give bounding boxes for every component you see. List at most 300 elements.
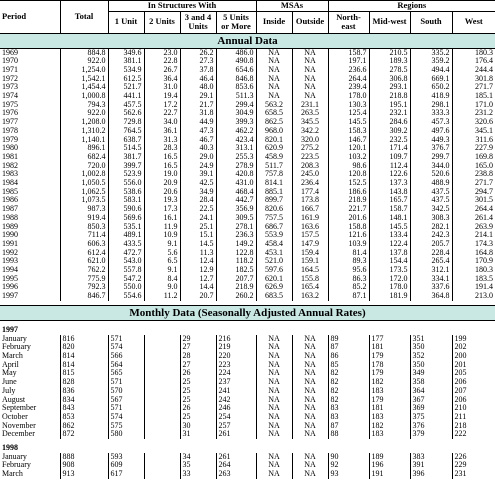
table-row xyxy=(0,153,495,162)
table-cell: NA xyxy=(292,57,328,66)
table-cell: 14.4 xyxy=(180,283,216,292)
table-cell: 11.9 xyxy=(144,223,180,232)
table-cell: NA xyxy=(256,57,292,66)
table-cell: 396 xyxy=(410,470,452,479)
table-cell: 284.6 xyxy=(369,118,410,127)
table-cell: 344.0 xyxy=(410,162,452,171)
table-row xyxy=(0,343,495,352)
table-cell: 1971 xyxy=(2,65,18,74)
table-cell: 381.1 xyxy=(108,57,144,66)
table-cell: 87.1 xyxy=(328,292,369,301)
table-cell: 165.7 xyxy=(369,196,410,205)
table-cell: 309.2 xyxy=(369,127,410,136)
empty-cell xyxy=(144,343,180,352)
table-cell: 468.4 xyxy=(216,188,256,197)
table-cell: 82 xyxy=(328,369,369,378)
table-row xyxy=(0,101,495,110)
table-cell: 231.2 xyxy=(452,109,495,118)
regions-header: Regions xyxy=(328,1,495,12)
table-row xyxy=(0,275,495,284)
table-cell: 207.7 xyxy=(216,275,256,284)
table-row xyxy=(0,162,495,171)
table-cell: 5.6 xyxy=(144,249,180,258)
table-cell: 264.4 xyxy=(328,75,369,84)
table-cell: 206 xyxy=(452,396,495,405)
table-row xyxy=(0,66,495,75)
table-cell: March xyxy=(2,470,23,479)
annual-section xyxy=(0,33,495,305)
table-cell: 320.0 xyxy=(292,136,328,145)
table-cell: 182.5 xyxy=(216,266,256,275)
table-cell: 205.7 xyxy=(410,240,452,249)
table-cell: 159.1 xyxy=(292,257,328,266)
table-cell: 612.4 xyxy=(60,249,108,258)
table-cell: 180.3 xyxy=(452,266,495,275)
table-cell: 263.5 xyxy=(292,109,328,118)
table-row xyxy=(0,283,495,292)
table-cell: 10.9 xyxy=(144,231,180,240)
table-cell: 399.3 xyxy=(216,118,256,127)
table-cell: 109.7 xyxy=(369,153,410,162)
table-cell: 89.3 xyxy=(328,257,369,266)
table-cell: 764.5 xyxy=(108,127,144,136)
table-cell: 46.7 xyxy=(180,136,216,145)
table-cell: NA xyxy=(292,66,328,75)
table-cell: 34.9 xyxy=(180,188,216,197)
table-cell: 922.0 xyxy=(60,57,108,66)
table-cell: 8.4 xyxy=(144,275,180,284)
table-cell: 87 xyxy=(328,343,369,352)
table-cell: 228.4 xyxy=(410,249,452,258)
table-cell: 236.6 xyxy=(328,66,369,75)
table-cell: 682.4 xyxy=(60,153,108,162)
table-cell: 165.4 xyxy=(292,283,328,292)
table-cell: 34 xyxy=(180,453,216,462)
table-cell: NA xyxy=(292,387,328,396)
table-cell: 98.6 xyxy=(328,162,369,171)
table-cell: NA xyxy=(292,422,328,431)
table-cell: 919.4 xyxy=(60,214,108,223)
table-cell: 182 xyxy=(369,378,410,387)
sub-header: North-east xyxy=(328,11,369,33)
table-cell: 238.8 xyxy=(452,170,495,179)
table-cell: 257 xyxy=(216,422,256,431)
table-cell: 189.3 xyxy=(369,57,410,66)
table-cell: 431.0 xyxy=(216,179,256,188)
table-cell: 367 xyxy=(410,396,452,405)
table-cell: 232.1 xyxy=(369,109,410,118)
table-cell: 349.6 xyxy=(108,48,144,57)
sub-header: Outside xyxy=(292,11,328,33)
table-cell: 1,050.5 xyxy=(60,179,108,188)
table-cell: 583.1 xyxy=(108,196,144,205)
table-cell: NA xyxy=(292,430,328,439)
empty-cell xyxy=(144,430,180,439)
table-cell: 617 xyxy=(108,470,144,479)
table-cell: 9.1 xyxy=(144,240,180,249)
table-cell: 171.0 xyxy=(452,101,495,110)
table-cell: 575 xyxy=(108,422,144,431)
table-cell: 17.2 xyxy=(144,101,180,110)
table-cell: 862 xyxy=(60,422,108,431)
table-cell: NA xyxy=(292,352,328,361)
table-cell: 36.1 xyxy=(144,127,180,136)
table-row xyxy=(0,179,495,188)
table-cell: 757.8 xyxy=(256,170,292,179)
table-cell: 36.4 xyxy=(144,75,180,84)
table-cell: 241 xyxy=(216,387,256,396)
table-cell: November xyxy=(2,421,36,430)
table-cell: 197.1 xyxy=(328,57,369,66)
period-header: Period xyxy=(0,1,60,34)
table-cell: 26.7 xyxy=(144,66,180,75)
table-cell: 17.3 xyxy=(144,205,180,214)
table-cell: 350 xyxy=(410,343,452,352)
table-cell: 83 xyxy=(328,404,369,413)
table-cell: 16.1 xyxy=(144,214,180,223)
table-cell: 489.1 xyxy=(108,231,144,240)
table-cell: 189 xyxy=(369,453,410,462)
table-cell: 1973 xyxy=(2,83,18,92)
table-cell: 1977 xyxy=(2,118,18,127)
table-cell: 11.2 xyxy=(144,292,180,301)
table-cell: NA xyxy=(292,378,328,387)
table-cell: 562.6 xyxy=(108,109,144,118)
table-row xyxy=(0,223,495,232)
table-cell: 543.0 xyxy=(108,257,144,266)
table-cell: 19.4 xyxy=(144,92,180,101)
table-cell: 181 xyxy=(369,404,410,413)
table-cell: 1981 xyxy=(2,152,18,161)
table-cell: 565 xyxy=(108,369,144,378)
table-cell: 593 xyxy=(108,453,144,462)
table-cell: 511.3 xyxy=(216,92,256,101)
table-cell: 556.0 xyxy=(108,179,144,188)
table-cell: 293.1 xyxy=(369,83,410,92)
table-cell: 171.4 xyxy=(369,144,410,153)
table-cell: NA xyxy=(256,413,292,422)
table-cell: 85 xyxy=(328,361,369,370)
empty-cell xyxy=(144,335,180,344)
table-cell: 254 xyxy=(216,413,256,422)
table-cell: 1978 xyxy=(2,126,18,135)
table-cell: 834 xyxy=(60,396,108,405)
table-cell: 399.7 xyxy=(108,162,144,171)
table-cell: 442.7 xyxy=(216,196,256,205)
table-cell: 158.8 xyxy=(328,223,369,232)
table-cell: 282.1 xyxy=(410,223,452,232)
table-cell: 597.6 xyxy=(256,266,292,275)
table-row xyxy=(0,396,495,405)
table-cell: 814 xyxy=(60,361,108,370)
table-cell: 28 xyxy=(180,352,216,361)
table-cell: 237 xyxy=(216,378,256,387)
table-cell: NA xyxy=(292,369,328,378)
table-cell: 308.3 xyxy=(410,214,452,223)
table-cell: 794.3 xyxy=(60,101,108,110)
table-cell: 213.0 xyxy=(452,292,495,301)
table-cell: 683.5 xyxy=(256,292,292,301)
table-cell: 120.1 xyxy=(328,144,369,153)
table-row xyxy=(0,92,495,101)
table-cell: 205 xyxy=(452,369,495,378)
table-cell: 27.3 xyxy=(180,57,216,66)
table-cell: 497.6 xyxy=(410,127,452,136)
table-cell: 580 xyxy=(108,430,144,439)
table-cell: 358 xyxy=(410,378,452,387)
table-cell: 853 xyxy=(60,413,108,422)
table-cell: 547.2 xyxy=(108,275,144,284)
table-cell: 214.1 xyxy=(452,231,495,240)
table-cell: 342.5 xyxy=(410,205,452,214)
empty-cell xyxy=(144,461,180,470)
table-cell: 1997 xyxy=(2,292,18,301)
table-cell: 820 xyxy=(60,343,108,352)
table-cell: 179 xyxy=(369,396,410,405)
table-cell: 488.9 xyxy=(410,179,452,188)
table-cell: 720.0 xyxy=(60,162,108,171)
table-row xyxy=(0,249,495,258)
table-cell: 133.4 xyxy=(369,231,410,240)
table-cell: 299.7 xyxy=(410,153,452,162)
table-cell: 137.3 xyxy=(369,179,410,188)
table-cell: 15.1 xyxy=(180,231,216,240)
table-cell: 514.5 xyxy=(108,144,144,153)
table-cell: 29.0 xyxy=(180,153,216,162)
table-cell: 571 xyxy=(108,404,144,413)
table-cell: 1,208.0 xyxy=(60,118,108,127)
table-cell: 1992 xyxy=(2,248,18,257)
table-cell: 87 xyxy=(328,422,369,431)
table-cell: 172.0 xyxy=(369,275,410,284)
empty-cell xyxy=(144,413,180,422)
table-cell: 25 xyxy=(180,396,216,405)
table-cell: 472.7 xyxy=(108,249,144,258)
table-cell: 1979 xyxy=(2,135,18,144)
table-cell: 333.3 xyxy=(410,109,452,118)
table-row xyxy=(0,387,495,396)
table-cell: NA xyxy=(256,470,292,479)
monthly-section xyxy=(0,305,495,478)
table-cell: 103.2 xyxy=(328,153,369,162)
table-cell: 453.1 xyxy=(256,249,292,258)
table-cell: 86 xyxy=(328,352,369,361)
table-cell: NA xyxy=(292,413,328,422)
table-cell: NA xyxy=(256,83,292,92)
table-cell: 490.8 xyxy=(216,57,256,66)
year-label: 1997 xyxy=(2,324,18,334)
table-cell: 379 xyxy=(410,430,452,439)
table-cell: 294.7 xyxy=(452,188,495,197)
table-cell: 227.9 xyxy=(452,144,495,153)
table-row xyxy=(0,196,495,205)
table-row xyxy=(0,470,495,479)
table-cell: 1,310.2 xyxy=(60,127,108,136)
table-cell: 26.2 xyxy=(180,48,216,57)
table-row xyxy=(0,83,495,92)
table-cell: 567 xyxy=(108,396,144,405)
table-cell: 239.4 xyxy=(328,83,369,92)
table-cell: 9.0 xyxy=(144,283,180,292)
table-cell: 9.1 xyxy=(144,266,180,275)
table-cell: 457.5 xyxy=(108,101,144,110)
table-cell: 42.5 xyxy=(180,179,216,188)
table-cell: 757.5 xyxy=(256,214,292,223)
table-cell: 179 xyxy=(369,352,410,361)
table-cell: 44.9 xyxy=(180,118,216,127)
table-cell: 261 xyxy=(216,430,256,439)
table-cell: 173.5 xyxy=(369,266,410,275)
table-cell: 85.2 xyxy=(328,283,369,292)
table-cell: 1975 xyxy=(2,100,18,109)
monthly-data-title: Monthly Data (Seasonally Adjusted Annual Rates) xyxy=(0,305,495,320)
table-cell: 170.9 xyxy=(452,257,495,266)
table-cell: 1985 xyxy=(2,187,18,196)
table-cell: 987.3 xyxy=(60,205,108,214)
table-cell: 1,254.0 xyxy=(60,66,108,75)
table-cell: 275.2 xyxy=(292,144,328,153)
table-row xyxy=(0,48,495,57)
table-row xyxy=(0,75,495,84)
table-cell: 48.0 xyxy=(180,83,216,92)
table-cell: 22.5 xyxy=(180,205,216,214)
table-cell: 320.6 xyxy=(452,118,495,127)
table-cell: 265.4 xyxy=(410,257,452,266)
table-cell: 375 xyxy=(410,413,452,422)
table-cell: 245.0 xyxy=(292,170,328,179)
table-cell: 37.8 xyxy=(180,66,216,75)
table-cell: 1995 xyxy=(2,274,18,283)
table-cell: NA xyxy=(292,75,328,84)
table-cell: NA xyxy=(292,470,328,479)
table-cell: 1,000.8 xyxy=(60,92,108,101)
table-cell: 29 xyxy=(180,335,216,344)
table-cell: 24.1 xyxy=(180,214,216,223)
table-cell: 161.9 xyxy=(292,214,328,223)
table-cell: 369 xyxy=(410,404,452,413)
table-cell: 301.5 xyxy=(452,196,495,205)
table-cell: 264.4 xyxy=(452,205,495,214)
table-cell: NA xyxy=(256,361,292,370)
table-cell: 391 xyxy=(410,461,452,470)
table-cell: 620.9 xyxy=(256,144,292,153)
table-cell: 815 xyxy=(60,369,108,378)
table-cell: 626.9 xyxy=(256,283,292,292)
table-cell: 638.7 xyxy=(108,136,144,145)
table-cell: 112.4 xyxy=(369,162,410,171)
table-cell: 236.3 xyxy=(216,231,256,240)
table-cell: 31.3 xyxy=(144,136,180,145)
table-cell: 82 xyxy=(328,378,369,387)
table-cell: 179 xyxy=(369,369,410,378)
table-cell: 231.1 xyxy=(292,101,328,110)
table-cell: 222 xyxy=(452,430,495,439)
table-cell: 418.9 xyxy=(410,92,452,101)
table-cell: NA xyxy=(292,92,328,101)
table-row xyxy=(0,144,495,153)
table-row xyxy=(0,205,495,214)
table-cell: September xyxy=(2,404,37,413)
table-cell: 1984 xyxy=(2,179,18,188)
table-cell: NA xyxy=(256,422,292,431)
table-cell: 846.8 xyxy=(216,75,256,84)
table-cell: 441.1 xyxy=(108,92,144,101)
table-cell: 16.5 xyxy=(144,162,180,171)
table-cell: 571 xyxy=(108,335,144,344)
table-cell: NA xyxy=(256,430,292,439)
table-cell: 311.6 xyxy=(452,136,495,145)
table-cell: April xyxy=(2,360,19,369)
table-cell: 820.6 xyxy=(256,205,292,214)
table-header xyxy=(0,1,495,34)
table-cell: 163.2 xyxy=(292,292,328,301)
table-cell: 130.3 xyxy=(328,101,369,110)
table-cell: 590.6 xyxy=(108,205,144,214)
table-cell: 122.8 xyxy=(216,249,256,258)
table-cell: 820.1 xyxy=(256,136,292,145)
table-cell: 176.4 xyxy=(452,57,495,66)
table-cell: 1996 xyxy=(2,283,18,292)
table-cell: 28.4 xyxy=(180,196,216,205)
table-cell: 242.3 xyxy=(410,231,452,240)
table-cell: February xyxy=(2,461,31,470)
table-cell: 538.6 xyxy=(108,188,144,197)
table-cell: 521.0 xyxy=(256,257,292,266)
table-cell: 350 xyxy=(410,361,452,370)
table-cell: 92 xyxy=(328,461,369,470)
table-cell: NA xyxy=(292,453,328,462)
table-cell: 1,002.8 xyxy=(60,170,108,179)
table-row xyxy=(0,214,495,223)
table-row xyxy=(0,453,495,462)
table-cell: 195.1 xyxy=(369,101,410,110)
table-cell: 1972 xyxy=(2,74,18,83)
table-cell: 218 xyxy=(452,422,495,431)
table-cell: NA xyxy=(256,369,292,378)
table-cell: 606.3 xyxy=(60,240,108,249)
table-cell: 1983 xyxy=(2,170,18,179)
table-cell: October xyxy=(2,412,28,421)
table-cell: 145.5 xyxy=(328,118,369,127)
table-cell: 180.3 xyxy=(452,48,495,57)
table-cell: NA xyxy=(256,48,292,57)
table-cell: 152.5 xyxy=(328,179,369,188)
table-cell: 816 xyxy=(60,335,108,344)
table-cell: 202 xyxy=(452,343,495,352)
table-cell: 31.8 xyxy=(180,109,216,118)
table-row xyxy=(0,57,495,66)
table-cell: 242 xyxy=(216,396,256,405)
table-cell: 201 xyxy=(452,361,495,370)
table-row xyxy=(0,240,495,249)
table-cell: 686.7 xyxy=(256,223,292,232)
table-row xyxy=(0,461,495,470)
table-cell: 968.0 xyxy=(256,127,292,136)
msas-header: MSAs xyxy=(256,1,328,12)
table-cell: 1,073.5 xyxy=(60,196,108,205)
empty-cell xyxy=(144,422,180,431)
table-cell: 29.1 xyxy=(180,92,216,101)
table-cell: 521.7 xyxy=(108,83,144,92)
table-cell: 118.2 xyxy=(216,257,256,266)
table-cell: 494.4 xyxy=(410,66,452,75)
table-cell: 208.3 xyxy=(292,162,328,171)
table-cell: 335.2 xyxy=(410,48,452,57)
table-cell: 534.9 xyxy=(108,66,144,75)
table-cell: 166.7 xyxy=(292,205,328,214)
table-cell: 39.1 xyxy=(180,170,216,179)
table-cell: 88 xyxy=(328,430,369,439)
